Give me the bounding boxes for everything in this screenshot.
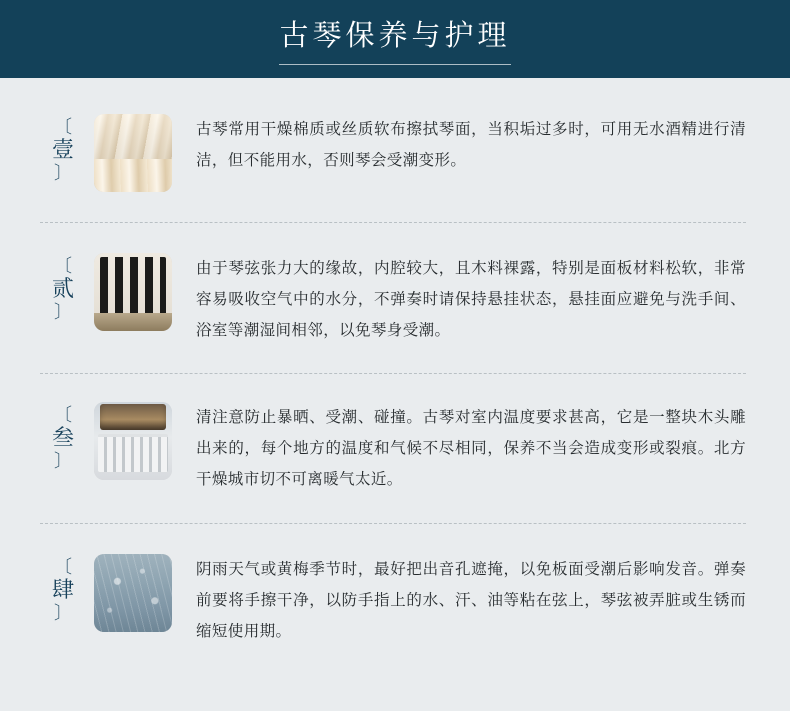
numeral-bracket-close: 〕 (54, 603, 72, 623)
page-header (0, 0, 790, 78)
numeral-bracket-open: 〔 (54, 405, 72, 425)
numeral-character: 肆 (51, 577, 74, 602)
list-item (0, 374, 790, 495)
numeral-character: 壹 (51, 137, 74, 162)
numeral-bracket-close: 〕 (54, 163, 72, 183)
list-item (0, 223, 790, 346)
rain-on-water-photo (94, 554, 172, 632)
item-text: 阴雨天气或黄梅季节时，最好把出音孔遮掩，以免板面受潮后影响发音。弹奏前要将手擦干净，以防手指上的水、汗、油等粘在弦上，琴弦被弄脏或生锈而缩短使用期。 (196, 561, 746, 640)
numeral-character: 叁 (51, 425, 74, 450)
content-area (0, 78, 790, 711)
numeral-bracket-close: 〕 (54, 302, 72, 322)
numeral-character: 贰 (51, 276, 74, 301)
numeral-bracket-open: 〔 (54, 256, 72, 276)
title-underline (279, 64, 511, 65)
item-text: 清注意防止暴晒、受潮、碰撞。古琴对室内温度要求甚高，它是一整块木头雕出来的，每个地方的温度和气候不尽相同，保养不当会造成变形或裂痕。北方干燥城市切不可离暖气太近。 (196, 409, 746, 488)
page-title: 古琴保养与护理 (279, 20, 511, 52)
folded-cloth-photo (94, 114, 172, 192)
item-numeral (40, 400, 86, 472)
numeral-bracket-open: 〔 (54, 557, 72, 577)
list-item (0, 78, 790, 192)
item-thumbnail (94, 114, 172, 192)
numeral-bracket-close: 〕 (54, 451, 72, 471)
radiator-photo (94, 402, 172, 480)
item-numeral (40, 112, 86, 184)
qin-strings-photo (94, 253, 172, 331)
item-thumbnail (94, 554, 172, 632)
item-thumbnail (94, 402, 172, 480)
item-text: 古琴常用干燥棉质或丝质软布擦拭琴面，当积垢过多时，可用无水酒精进行清洁，但不能用水，否则琴会受潮变形。 (196, 121, 746, 169)
item-text: 由于琴弦张力大的缘故，内腔较大，且木料裸露，特别是面板材料松软，非常容易吸收空气中的水分，不弹奏时请保持悬挂状态，悬挂面应避免与洗手间、浴室等潮湿间相邻，以免琴身受潮。 (196, 260, 746, 339)
item-numeral (40, 552, 86, 624)
item-thumbnail (94, 253, 172, 331)
list-item (0, 524, 790, 647)
item-numeral (40, 251, 86, 323)
numeral-bracket-open: 〔 (54, 117, 72, 137)
